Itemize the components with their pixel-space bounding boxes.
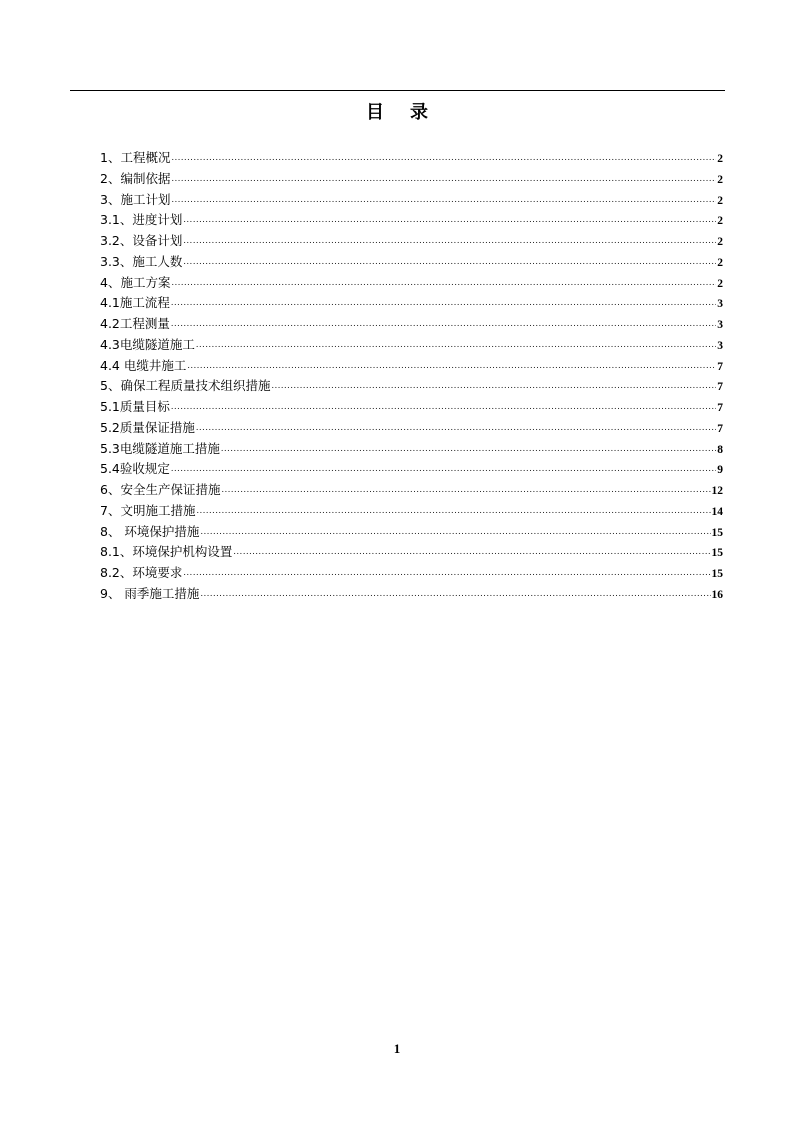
toc-entry-page: 15: [711, 526, 723, 539]
toc-dot-leader: [187, 362, 716, 370]
toc-entry-page: 2: [717, 277, 723, 290]
toc-entry-page: 2: [717, 236, 723, 248]
toc-dot-leader: [221, 445, 716, 453]
toc-entry[interactable]: [100, 252, 723, 273]
toc-entry[interactable]: [100, 376, 723, 397]
toc-dot-leader: [171, 175, 716, 183]
toc-entry-label: 5.2质量保证措施: [100, 419, 195, 435]
toc-entry-label: 8、 环境保护措施: [100, 523, 200, 539]
toc-entry-page: 9: [717, 464, 723, 477]
toc-entry-page: 3: [717, 339, 723, 352]
toc-dot-leader: [200, 528, 710, 536]
toc-dot-leader: [271, 382, 716, 390]
toc-entry[interactable]: [100, 231, 723, 252]
toc-entry-page: 15: [711, 547, 723, 560]
toc-dot-leader: [183, 216, 716, 224]
toc-title: [0, 100, 794, 126]
toc-entry-label: 4.1施工流程: [100, 295, 170, 311]
toc-entry-label: 3.3、施工人数: [100, 253, 183, 269]
toc-entry[interactable]: [100, 169, 723, 190]
toc-entry-page: 7: [717, 422, 723, 435]
toc-entry[interactable]: [100, 397, 723, 418]
toc-entry[interactable]: [100, 459, 723, 480]
toc-entry[interactable]: [100, 418, 723, 439]
page-number: 1: [393, 1041, 401, 1056]
toc-entry-page: 2: [717, 153, 723, 165]
toc-entry-page: 3: [717, 298, 723, 311]
toc-dot-leader: [171, 403, 716, 411]
toc-dot-leader: [171, 299, 716, 307]
toc-entry[interactable]: [100, 542, 723, 563]
toc-entry[interactable]: [100, 335, 723, 356]
toc-dot-leader: [171, 320, 716, 328]
toc-entry[interactable]: [100, 314, 723, 335]
toc-entry[interactable]: [100, 439, 723, 460]
toc-dot-leader: [171, 196, 716, 204]
toc-title-left: 目: [366, 102, 384, 123]
toc-dot-leader: [233, 548, 710, 556]
toc-entry-page: 2: [717, 215, 723, 228]
toc-entry[interactable]: [100, 190, 723, 211]
toc-entry-page: 8: [717, 443, 723, 456]
toc-entry-label: 3.2、设备计划: [100, 233, 183, 248]
toc-entry-page: 2: [717, 173, 723, 186]
toc-entry[interactable]: [100, 480, 723, 501]
toc-entry[interactable]: [100, 584, 723, 605]
toc-dot-leader: [196, 424, 716, 432]
toc-dot-leader: [183, 569, 710, 577]
toc-entry-page: 7: [717, 360, 723, 373]
toc-entry-page: 3: [717, 319, 723, 331]
toc-entry-label: 1、工程概况: [100, 150, 171, 165]
toc-entry[interactable]: [100, 522, 723, 543]
toc-entry-label: 6、安全生产保证措施: [100, 482, 221, 497]
toc-entry-page: 16: [711, 588, 723, 601]
toc-entry-label: 4.3电缆隧道施工: [100, 336, 195, 352]
toc-entry[interactable]: [100, 293, 723, 314]
toc-entry[interactable]: [100, 563, 723, 584]
toc-entry-label: 9、 雨季施工措施: [100, 585, 200, 601]
toc-entry[interactable]: [100, 356, 723, 377]
toc-entry-label: 5.3电缆隧道施工措施: [100, 440, 220, 456]
toc-dot-leader: [200, 590, 710, 598]
toc-entry-page: 14: [711, 505, 723, 518]
toc-entry[interactable]: [100, 501, 723, 522]
header-rule: [70, 90, 725, 91]
toc-entry-page: 2: [717, 194, 723, 207]
toc-entry-label: 2、编制依据: [100, 170, 171, 186]
toc-entry-label: 5.1质量目标: [100, 399, 170, 414]
toc-entry-page: 2: [717, 256, 723, 269]
toc-dot-leader: [221, 486, 710, 494]
toc-entry[interactable]: [100, 148, 723, 169]
toc-entry-label: 7、文明施工措施: [100, 502, 196, 518]
toc-title-right: 录: [410, 102, 428, 123]
toc-entry-label: 4.4 电缆井施工: [100, 357, 187, 373]
toc-dot-leader: [196, 507, 710, 515]
toc-dot-leader: [196, 341, 716, 349]
toc-entry-label: 5.4验收规定: [100, 461, 170, 477]
toc-entry-page: 7: [717, 381, 723, 394]
toc-dot-leader: [171, 154, 716, 162]
toc-entry[interactable]: [100, 273, 723, 294]
toc-entry-label: 3.1、进度计划: [100, 212, 183, 228]
toc-entry-page: 12: [711, 485, 723, 497]
toc-entry-label: 3、施工计划: [100, 191, 171, 207]
toc-entry-page: 15: [711, 568, 723, 580]
toc-dot-leader: [171, 279, 716, 287]
toc-entry-page: 7: [717, 402, 723, 414]
toc-entry-label: 8.2、环境要求: [100, 565, 183, 580]
toc-entry-label: 4、施工方案: [100, 274, 171, 290]
toc-dot-leader: [183, 258, 716, 266]
toc-entry-label: 5、确保工程质量技术组织措施: [100, 378, 271, 394]
toc-dot-leader: [183, 237, 716, 245]
toc-entry[interactable]: [100, 210, 723, 231]
toc-entry-label: 4.2工程测量: [100, 316, 170, 331]
toc-dot-leader: [171, 465, 716, 473]
toc-entry-label: 8.1、环境保护机构设置: [100, 544, 233, 560]
table-of-contents: [100, 148, 723, 605]
